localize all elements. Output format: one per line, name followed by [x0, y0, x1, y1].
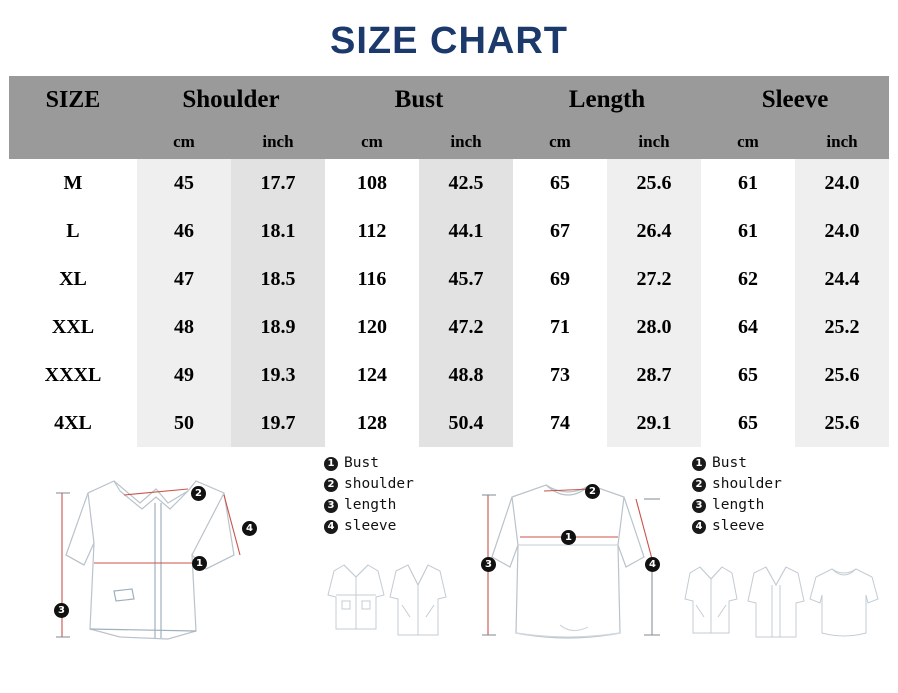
unit-empty — [9, 124, 137, 159]
cell-size: M — [9, 159, 137, 207]
cell-length-inch: 28.0 — [607, 303, 701, 351]
marker-shoulder-right: 2 — [585, 484, 600, 499]
legend-row — [692, 474, 782, 495]
cell-sleeve-inch: 25.2 — [795, 303, 889, 351]
cell-size: XL — [9, 255, 137, 303]
cell-bust-inch: 45.7 — [419, 255, 513, 303]
cell-shoulder-cm: 50 — [137, 399, 231, 447]
legend-row — [324, 495, 414, 516]
cell-sleeve-inch: 24.0 — [795, 159, 889, 207]
legend-label-bust: Bust — [344, 455, 379, 471]
figure-jacket-right — [468, 459, 678, 659]
cell-length-inch: 28.7 — [607, 351, 701, 399]
legend-row — [324, 453, 414, 474]
cell-bust-inch: 47.2 — [419, 303, 513, 351]
cell-sleeve-inch: 24.0 — [795, 207, 889, 255]
unit-sleeve-cm: cm — [701, 124, 795, 159]
jacket-front-illustration — [28, 459, 308, 659]
badge-1-icon: 1 — [324, 457, 338, 471]
column-header-bust: Bust — [325, 76, 513, 124]
table-row — [9, 303, 889, 351]
table-row — [9, 351, 889, 399]
cell-sleeve-inch: 24.4 — [795, 255, 889, 303]
cell-shoulder-inch: 18.1 — [231, 207, 325, 255]
cell-shoulder-cm: 45 — [137, 159, 231, 207]
cell-shoulder-inch: 19.7 — [231, 399, 325, 447]
cell-shoulder-cm: 48 — [137, 303, 231, 351]
thumbnails-right — [684, 555, 880, 645]
cell-sleeve-cm: 65 — [701, 351, 795, 399]
measurement-figures — [0, 453, 898, 693]
badge-2-icon: 2 — [324, 478, 338, 492]
cell-bust-inch: 50.4 — [419, 399, 513, 447]
legend-label-sleeve: sleeve — [712, 518, 765, 534]
badge-4-icon: 4 — [324, 520, 338, 534]
cell-shoulder-inch: 17.7 — [231, 159, 325, 207]
cell-bust-cm: 112 — [325, 207, 419, 255]
cell-bust-cm: 108 — [325, 159, 419, 207]
cell-bust-cm: 116 — [325, 255, 419, 303]
size-chart-table — [9, 76, 889, 447]
legend-row — [692, 495, 782, 516]
cell-bust-cm: 128 — [325, 399, 419, 447]
badge-3-icon: 3 — [692, 499, 706, 513]
legend-row — [692, 516, 782, 537]
cell-bust-inch: 44.1 — [419, 207, 513, 255]
column-header-size: SIZE — [9, 76, 137, 124]
marker-bust-right: 1 — [561, 530, 576, 545]
marker-shoulder-left: 2 — [191, 486, 206, 501]
legend-label-length: length — [712, 497, 765, 513]
page-title: SIZE CHART — [330, 20, 568, 62]
cell-shoulder-cm: 49 — [137, 351, 231, 399]
cell-bust-cm: 124 — [325, 351, 419, 399]
cell-size: 4XL — [9, 399, 137, 447]
legend-row — [692, 453, 782, 474]
table-unit-row — [9, 124, 889, 159]
cell-bust-inch: 48.8 — [419, 351, 513, 399]
cell-length-inch: 26.4 — [607, 207, 701, 255]
marker-sleeve-right: 4 — [645, 557, 660, 572]
unit-length-inch: inch — [607, 124, 701, 159]
unit-shoulder-cm: cm — [137, 124, 231, 159]
cell-length-cm: 65 — [513, 159, 607, 207]
garment-thumbnails-left-illustration — [322, 555, 452, 645]
badge-3-icon: 3 — [324, 499, 338, 513]
thumbnails-left — [322, 555, 452, 645]
unit-bust-inch: inch — [419, 124, 513, 159]
cell-length-inch: 27.2 — [607, 255, 701, 303]
marker-bust-left: 1 — [192, 556, 207, 571]
badge-4-icon: 4 — [692, 520, 706, 534]
cell-shoulder-inch: 18.9 — [231, 303, 325, 351]
cell-bust-cm: 120 — [325, 303, 419, 351]
legend-row — [324, 516, 414, 537]
cell-length-cm: 74 — [513, 399, 607, 447]
cell-size: XXL — [9, 303, 137, 351]
unit-bust-cm: cm — [325, 124, 419, 159]
cell-sleeve-cm: 61 — [701, 207, 795, 255]
column-header-length: Length — [513, 76, 701, 124]
table-row — [9, 207, 889, 255]
cell-shoulder-cm: 46 — [137, 207, 231, 255]
legend-label-length: length — [344, 497, 397, 513]
legend-label-shoulder: shoulder — [344, 476, 414, 492]
legend-right — [692, 453, 782, 537]
legend-left — [324, 453, 414, 537]
legend-label-shoulder: shoulder — [712, 476, 782, 492]
unit-sleeve-inch: inch — [795, 124, 889, 159]
cell-shoulder-inch: 19.3 — [231, 351, 325, 399]
cell-sleeve-inch: 25.6 — [795, 399, 889, 447]
cell-bust-inch: 42.5 — [419, 159, 513, 207]
cell-sleeve-inch: 25.6 — [795, 351, 889, 399]
table-row — [9, 255, 889, 303]
cell-sleeve-cm: 64 — [701, 303, 795, 351]
cell-length-cm: 67 — [513, 207, 607, 255]
cell-sleeve-cm: 65 — [701, 399, 795, 447]
legend-row — [324, 474, 414, 495]
figure-jacket-left — [28, 459, 308, 659]
marker-sleeve-left: 4 — [242, 521, 257, 536]
garment-thumbnails-right-illustration — [684, 555, 880, 645]
cell-length-cm: 69 — [513, 255, 607, 303]
unit-length-cm: cm — [513, 124, 607, 159]
column-header-sleeve: Sleeve — [701, 76, 889, 124]
cell-length-inch: 29.1 — [607, 399, 701, 447]
cell-size: L — [9, 207, 137, 255]
column-header-shoulder: Shoulder — [137, 76, 325, 124]
table-row — [9, 159, 889, 207]
marker-length-right: 3 — [481, 557, 496, 572]
legend-label-bust: Bust — [712, 455, 747, 471]
marker-length-left: 3 — [54, 603, 69, 618]
cell-shoulder-inch: 18.5 — [231, 255, 325, 303]
cell-length-inch: 25.6 — [607, 159, 701, 207]
badge-1-icon: 1 — [692, 457, 706, 471]
cell-shoulder-cm: 47 — [137, 255, 231, 303]
cell-size: XXXL — [9, 351, 137, 399]
legend-label-sleeve: sleeve — [344, 518, 397, 534]
cell-sleeve-cm: 62 — [701, 255, 795, 303]
cell-length-cm: 73 — [513, 351, 607, 399]
badge-2-icon: 2 — [692, 478, 706, 492]
table-header-row — [9, 76, 889, 124]
unit-shoulder-inch: inch — [231, 124, 325, 159]
cell-length-cm: 71 — [513, 303, 607, 351]
cell-sleeve-cm: 61 — [701, 159, 795, 207]
table-row — [9, 399, 889, 447]
